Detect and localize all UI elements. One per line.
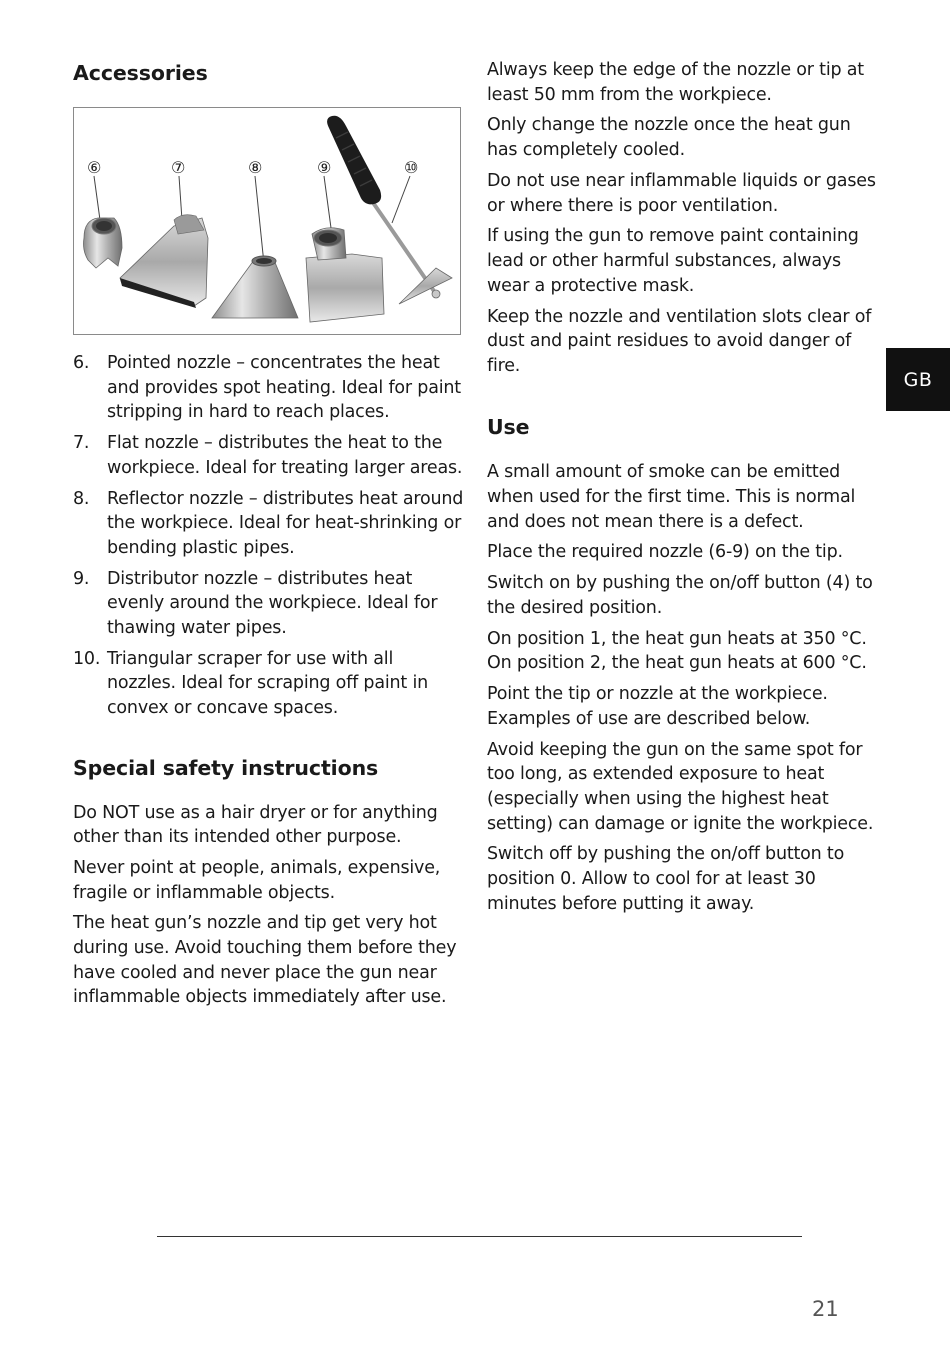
accessories-figure [73, 107, 461, 335]
list-item: 9. Distributor nozzle – distributes heat evenly around the workpiece. Ideal for thawing water pipes. [73, 568, 438, 638]
list-item: 8. Reflector nozzle – distributes heat around the workpiece. Ideal for heat-shrinking or bending plastic pipes. [73, 488, 464, 558]
use-paragraph: Switch on by pushing the on/off button (4) to the desired position. [487, 573, 873, 618]
safety-paragraph: Never point at people, animals, expensive, fragile or inflammable objects. [73, 857, 441, 903]
use-paragraph: Place the required nozzle (6-9) on the tip. [487, 542, 843, 563]
use-paragraph: A small amount of smoke can be emitted when used for the first time. This is normal and does not mean there is a defect. [487, 462, 856, 532]
reflector-nozzle-illustration [212, 256, 298, 318]
list-item: 6. Pointed nozzle – concentrates the heat and provides spot heating. Ideal for paint stripping in hard to reach places. [73, 353, 461, 423]
figure-label-10: ⑩ [404, 158, 419, 177]
figure-label-9: ⑨ [317, 158, 332, 177]
figure-label-8: ⑧ [248, 158, 263, 177]
flat-nozzle-illustration [120, 215, 208, 308]
pointed-nozzle-illustration [84, 218, 123, 268]
safety-paragraph: Only change the nozzle once the heat gun has completely cooled. [487, 115, 851, 161]
safety-paragraph: Do not use near inflammable liquids or gases or where there is poor ventilation. [487, 170, 876, 216]
accessories-list [73, 351, 465, 721]
safety-paragraph: Always keep the edge of the nozzle or tip at least 50 mm from the workpiece. [487, 60, 864, 105]
safety-paragraph: The heat gun’s nozzle and tip get very hot during use. Avoid touching them before they have cooled and never place the gun near inflammable objects immediately after use. [73, 913, 457, 1008]
left-column [73, 58, 465, 1016]
use-paragraph: Switch off by pushing the on/off button to position 0. Allow to cool for at least 30 minutes before putting it away. [487, 844, 845, 914]
footer-divider [157, 1236, 802, 1237]
accessories-illustration [74, 108, 460, 334]
list-item: 7. Flat nozzle – distributes the heat to the workpiece. Ideal for treating larger areas. [73, 433, 463, 478]
figure-label-6: ⑥ [87, 158, 102, 177]
use-paragraph: Point the tip or nozzle at the workpiece. Examples of use are described below. [487, 684, 828, 729]
use-heading: Use [487, 415, 530, 440]
accessories-heading: Accessories [73, 61, 208, 85]
use-paragraph: Avoid keeping the gun on the same spot for too long, as extended exposure to heat (especially when using the highest heat setting) can damage or ignite the workpiece. [487, 739, 874, 834]
safety-paragraph: Do NOT use as a hair dryer or for anything other than its intended other purpose. [73, 802, 438, 848]
right-column [487, 58, 879, 922]
safety-paragraph: If using the gun to remove paint containing lead or other harmful substances, always wear a protective mask. [487, 226, 859, 296]
page-number: 21 [812, 1297, 839, 1321]
safety-paragraph: Keep the nozzle and ventilation slots clear of dust and paint residues to avoid danger of fire. [487, 306, 872, 376]
language-tab: GB [886, 348, 950, 411]
figure-label-7: ⑦ [171, 158, 186, 177]
list-item: 10. Triangular scraper for use with all nozzles. Ideal for scraping off paint in convex or concave spaces. [73, 648, 428, 718]
distributor-nozzle-illustration [306, 228, 384, 322]
use-paragraph: On position 1, the heat gun heats at 350 °C. On position 2, the heat gun heats at 600 °C. [487, 628, 867, 674]
safety-heading: Special safety instructions [73, 755, 379, 780]
